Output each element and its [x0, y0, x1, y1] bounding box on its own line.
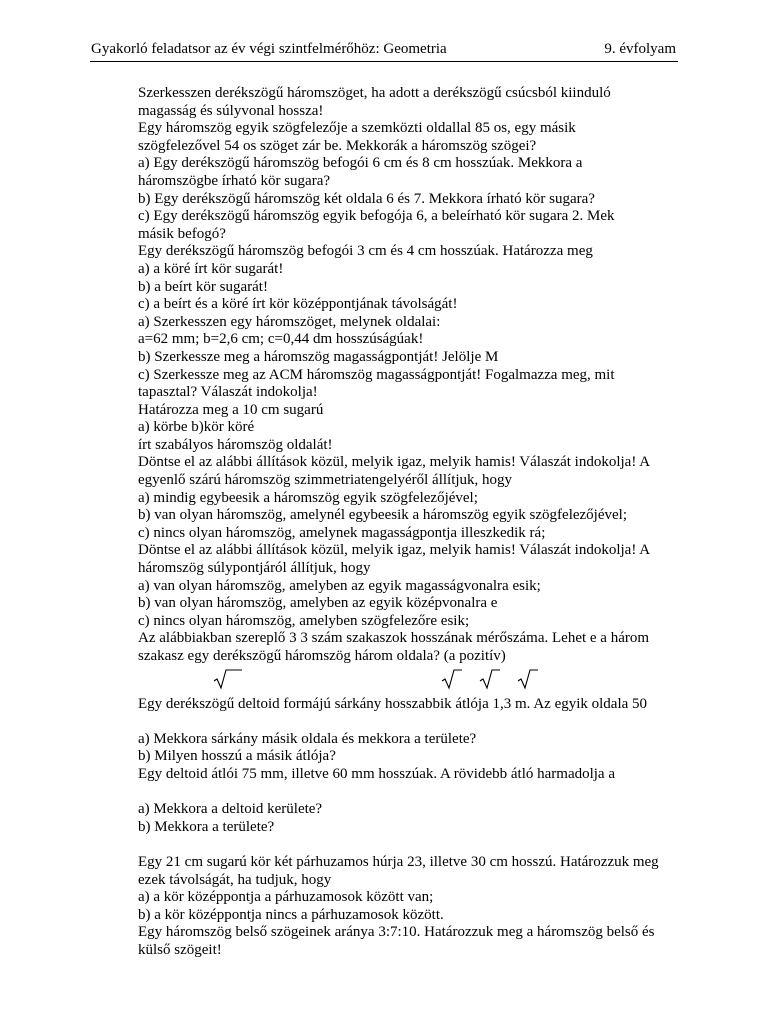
text-line: Szerkesszen derékszögű háromszöget, ha adott a derékszögű csúcsból kiinduló [138, 85, 611, 101]
text-line: másik befogó? [138, 225, 226, 242]
text-line: a) a köré írt kör sugarát! [138, 260, 284, 277]
sqrt-icon [478, 668, 508, 690]
text-line: c) a beírt és a köré írt kör középpontjának távolságát! [138, 296, 458, 313]
text-line: Egy háromszög egyik szögfelezője a szemközti oldallal 85 os, egy másik [138, 120, 576, 137]
header-grade: 9. évfolyam [604, 41, 676, 57]
text-line: c) Szerkessze meg az ACM háromszög magasságpontját! Fogalmazza meg, mit [138, 366, 615, 383]
text-line: b) Mekkora a területe? [138, 818, 275, 835]
text-line: b) Szerkessze meg a háromszög magasságpontját! Jelölje M [138, 348, 499, 365]
text-line: egyenlő szárú háromszög szimmetriatengelyéről állítjuk, hogy [138, 472, 513, 489]
text-line: b) a beírt kör sugarát! [138, 278, 268, 295]
text-line: b) van olyan háromszög, amelyben az egyik középvonalra e [138, 595, 498, 612]
sqrt-icon [516, 668, 546, 690]
text-line: a) Egy derékszögű háromszög befogói 6 cm és 8 cm hosszúak. Mekkora a [138, 155, 583, 172]
blank-line [138, 713, 683, 731]
text-line: b) Milyen hosszú a másik átlója? [138, 748, 336, 765]
text-line: b) a kör középpontja nincs a párhuzamosok között. [138, 906, 444, 923]
text-line: szakasz egy derékszögű háromszög három oldala? (a pozitív) [138, 648, 506, 664]
exercise-block-3 [138, 731, 683, 784]
text-line: a) Szerkesszen egy háromszöget, melynek oldalai: [138, 313, 441, 330]
text-line: a=62 mm; b=2,6 cm; c=0,44 dm hosszúságúak! [138, 331, 424, 348]
text-line: Egy derékszögű háromszög befogói 3 cm és 4 cm hosszúak. Határozza meg [138, 243, 593, 260]
text-line: c) nincs olyan háromszög, amelynek magasságpontja illeszkedik rá; [138, 524, 546, 541]
text-line: c) nincs olyan háromszög, amelyben szögfelezőre esik; [138, 612, 470, 629]
sqrt-symbols-row [138, 666, 683, 696]
exercise-block-2 [138, 696, 683, 714]
text-line: háromszög súlypontjáról állítjuk, hogy [138, 560, 371, 577]
text-line: a) a kör középpontja a párhuzamosok között van; [138, 889, 434, 906]
exercise-body [138, 85, 683, 960]
text-line: magasság és súlyvonal hossza! [138, 102, 324, 119]
blank-line [138, 836, 683, 854]
text-line: ezek távolságát, ha tudjuk, hogy [138, 871, 332, 888]
text-line: Döntse el az alábbi állítások közül, melyik igaz, melyik hamis! Válaszát indokolja! A [138, 542, 651, 559]
text-line: c) Egy derékszögű háromszög egyik befogója 6, a beleírható kör sugara 2. Mek [138, 208, 615, 225]
text-line: Egy 21 cm sugarú kör két párhuzamos húrja 23, illetve 30 cm hosszú. Határozzuk meg [138, 853, 659, 870]
blank-line [138, 784, 683, 802]
header-title: Gyakorló feladatsor az év végi szintfelmérőhöz: Geometria [91, 41, 447, 57]
text-line: a) mindig egybeesik a háromszög egyik szögfelezőjével; [138, 489, 478, 506]
text-line: a) Mekkora sárkány másik oldala és mekkora a területe? [138, 730, 477, 747]
text-line: a) körbe b)kör köré [138, 419, 255, 436]
exercise-block-4 [138, 801, 683, 836]
page-header [90, 41, 678, 62]
text-line: külső szögeit! [138, 941, 222, 958]
text-line: Határozza meg a 10 cm sugarú [138, 401, 324, 418]
text-line: b) van olyan háromszög, amelynél egybeesik a háromszög egyik szögfelezőjével; [138, 507, 627, 524]
exercise-block-1 [138, 85, 683, 666]
text-line: szögfelezővel 54 os szöget zár be. Mekkorák a háromszög szögei? [138, 137, 537, 154]
text-line: a) Mekkora a deltoid kerülete? [138, 801, 323, 818]
text-line: Az alábbiakban szereplő 3 3 szám szakaszok hosszának mérőszáma. Lehet e a három [138, 630, 650, 647]
text-line: Egy derékszögű deltoid formájú sárkány hosszabbik átlója 1,3 m. Az egyik oldala 50 [138, 695, 648, 712]
text-line: Egy deltoid átlói 75 mm, illetve 60 mm hosszúak. A rövidebb átló harmadolja a [138, 765, 615, 782]
text-line: a) van olyan háromszög, amelyben az egyik magasságvonalra esik; [138, 577, 541, 594]
text-line: b) Egy derékszögű háromszög két oldala 6 és 7. Mekkora írható kör sugara? [138, 190, 595, 207]
sqrt-icon [212, 668, 242, 690]
text-line: Egy háromszög belső szögeinek aránya 3:7:10. Határozzuk meg a háromszög belső és [138, 924, 655, 941]
sqrt-icon [440, 668, 470, 690]
text-line: írt szabályos háromszög oldalát! [138, 436, 333, 453]
text-line: tapasztal? Válaszát indokolja! [138, 384, 318, 401]
text-line: Döntse el az alábbi állítások közül, melyik igaz, melyik hamis! Válaszát indokolja! A [138, 454, 651, 471]
text-line: háromszögbe írható kör sugara? [138, 172, 331, 189]
exercise-block-5 [138, 854, 683, 960]
